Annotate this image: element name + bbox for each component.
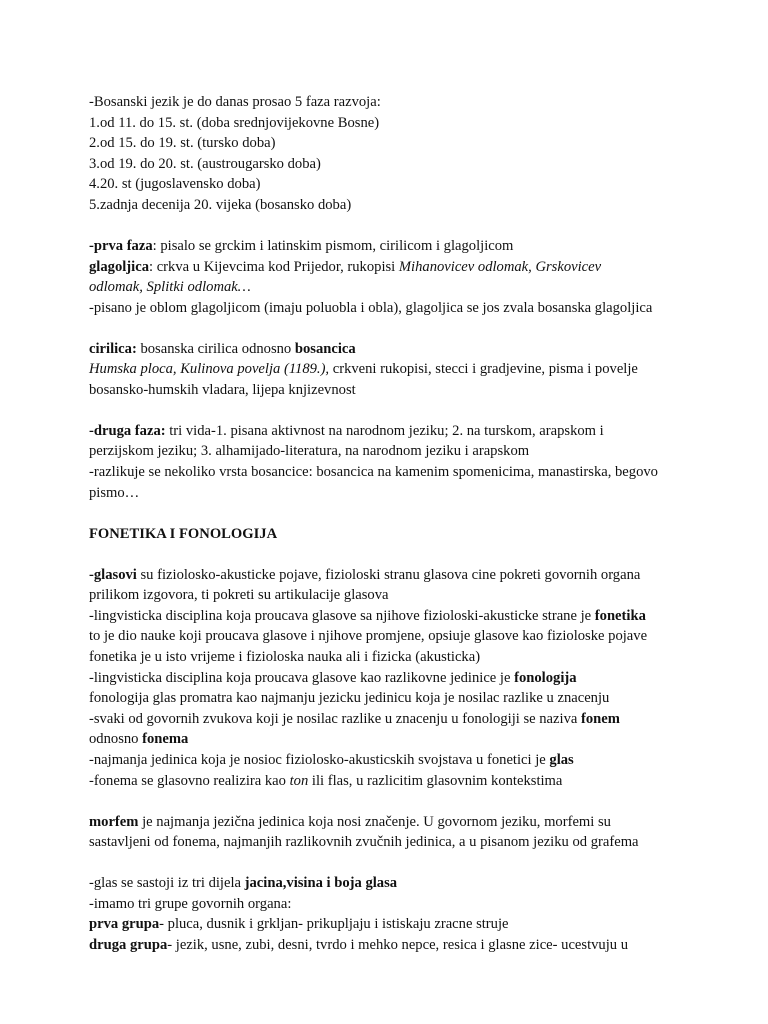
text-line: bosansko-humskih vladara, lijepa knjizevnost xyxy=(89,381,356,398)
text-span: -lingvisticka disciplina koja proucava glasove kao razlikovne jedinice je xyxy=(89,669,515,686)
speech-organs-paragraph xyxy=(89,873,709,955)
text-line xyxy=(89,812,709,833)
text-span: crkveni rukopisi, stecci i gradjevine, pisma i povelje xyxy=(329,361,638,378)
phases-paragraph xyxy=(89,92,709,216)
text-line: perzijskom jeziku; 3. alhamijado-literatura, na narodnom jeziku i arapskom xyxy=(89,443,530,460)
term-bold: fonologija xyxy=(514,669,577,686)
sounds-paragraph xyxy=(89,565,709,792)
term-bold: morfem xyxy=(89,813,139,830)
text-line xyxy=(89,709,709,730)
term-bold: bosancica xyxy=(294,340,356,357)
morpheme-paragraph xyxy=(89,812,709,853)
list-item: 2.od 15. do 19. st. (tursko doba) xyxy=(89,135,276,152)
term-bold: jacina,visina i boja glasa xyxy=(244,875,398,892)
text-line: -pisano je oblom glagoljicom (imaju poluobla i obla), glagoljica se jos zvala bosanska glagoljica xyxy=(89,299,653,316)
text-line xyxy=(89,914,709,935)
list-item: 4.20. st (jugoslavensko doba) xyxy=(89,176,261,193)
text-span: ili flas, u razlicitim glasovnim kontekstima xyxy=(308,772,563,789)
text-span: -svaki od govornih zvukova koji je nosilac razlike u znacenju u fonologiji se naziva xyxy=(89,710,581,727)
text-span: je najmanja jezična jedinica koja nosi značenje. U govornom jeziku, morfemi su xyxy=(138,813,611,830)
term-bold: -prva faza xyxy=(89,237,153,254)
text-span: : pisalo se grckim i latinskim pismom, cirilicom i glagoljicom xyxy=(152,237,514,254)
heading-text: FONETIKA I FONOLOGIJA xyxy=(89,525,278,542)
italic-text: odlomak, Splitki odlomak… xyxy=(89,279,251,296)
text-line xyxy=(89,935,709,956)
term-bold: glagoljica xyxy=(89,258,149,275)
list-item: 5.zadnja decenija 20. vijeka (bosansko doba) xyxy=(89,196,352,213)
text-line: -Bosanski jezik je do danas prosao 5 faza razvoja: xyxy=(89,94,381,110)
italic-text: ton xyxy=(289,772,309,789)
list-item: 1.od 11. do 15. st. (doba srednjovijekovne Bosne) xyxy=(89,114,380,131)
text-span: -fonema se glasovno realizira kao xyxy=(89,772,290,789)
text-line: -imamo tri grupe govornih organa: xyxy=(89,895,292,912)
text-line: to je dio nauke koji proucava glasove i njihove promjene, opsiuje glasove kao fizioloske pojave xyxy=(89,628,648,645)
term-bold: fonema xyxy=(142,731,189,748)
document-body xyxy=(89,92,709,956)
text-span: odnosno xyxy=(89,731,143,748)
text-line: prilikom izgovora, ti pokreti su artikulacije glasova xyxy=(89,587,389,604)
text-line xyxy=(89,606,709,627)
text-line xyxy=(89,277,709,298)
term-bold: -druga faza: xyxy=(89,422,166,439)
cyrillic-paragraph xyxy=(89,339,709,401)
text-span: - jezik, usne, zubi, desni, tvrdo i mehko nepce, resica i glasne zice- ucestvuju u xyxy=(167,936,629,953)
text-line xyxy=(89,873,709,894)
first-phase-paragraph xyxy=(89,236,709,318)
text-line: pismo… xyxy=(89,484,140,501)
term-bold: glas xyxy=(549,751,574,768)
text-span: - pluca, dusnik i grkljan- prikupljaju i istiskaju zracne struje xyxy=(159,916,509,933)
term-bold: -glasovi xyxy=(89,566,137,583)
text-line: sastavljeni od fonema, najmanjih razlikovnih zvučnih jedinica, a u pisanom jeziku od grafema xyxy=(89,834,639,851)
text-span: su fiziolosko-akusticke pojave, fizioloski stranu glasova cine pokreti govornih organa xyxy=(136,566,641,583)
text-line: fonologija glas promatra kao najmanju jezicku jedinicu koja je nosilac razlike u znacenju xyxy=(89,690,610,707)
term-bold: fonem xyxy=(581,710,620,727)
text-span: -lingvisticka disciplina koja proucava glasove sa njihove fizioloski-akusticke strane je xyxy=(89,607,595,624)
text-line xyxy=(89,565,709,586)
text-span: -glas se sastoji iz tri dijela xyxy=(89,875,245,892)
term-bold: fonetika xyxy=(594,607,646,624)
text-span: : crkva u Kijevcima kod Prijedor, rukopisi xyxy=(149,258,399,275)
term-bold: cirilica: xyxy=(89,340,137,357)
text-line: fonetika je u isto vrijeme i fizioloska nauka ali i fizicka (akusticka) xyxy=(89,649,481,666)
text-line xyxy=(89,257,709,278)
text-line xyxy=(89,729,709,750)
term-bold: druga grupa xyxy=(89,936,168,953)
text-line xyxy=(89,339,709,360)
text-span: bosanska cirilica odnosno xyxy=(136,340,295,357)
text-line xyxy=(89,236,709,257)
text-span: tri vida-1. pisana aktivnost na narodnom jeziku; 2. na turskom, arapskom i xyxy=(165,422,604,439)
text-line: -razlikuje se nekoliko vrsta bosancice: bosancica na kamenim spomenicima, manastirska, begovo xyxy=(89,464,658,481)
term-bold: prva grupa xyxy=(89,916,160,933)
section-heading xyxy=(89,524,709,545)
text-line xyxy=(89,771,709,792)
list-item: 3.od 19. do 20. st. (austrougarsko doba) xyxy=(89,155,321,172)
second-phase-paragraph xyxy=(89,421,709,503)
text-line xyxy=(89,359,709,380)
text-span: -najmanja jedinica koja je nosioc fiziolosko-akusticskih svojstava u fonetici je xyxy=(89,751,550,768)
italic-text: Mihanovicev odlomak, Grskovicev xyxy=(398,258,602,275)
text-line xyxy=(89,421,709,442)
text-line xyxy=(89,668,709,689)
italic-text: Humska ploca, Kulinova povelja (1189.), xyxy=(89,361,330,378)
text-line xyxy=(89,750,709,771)
